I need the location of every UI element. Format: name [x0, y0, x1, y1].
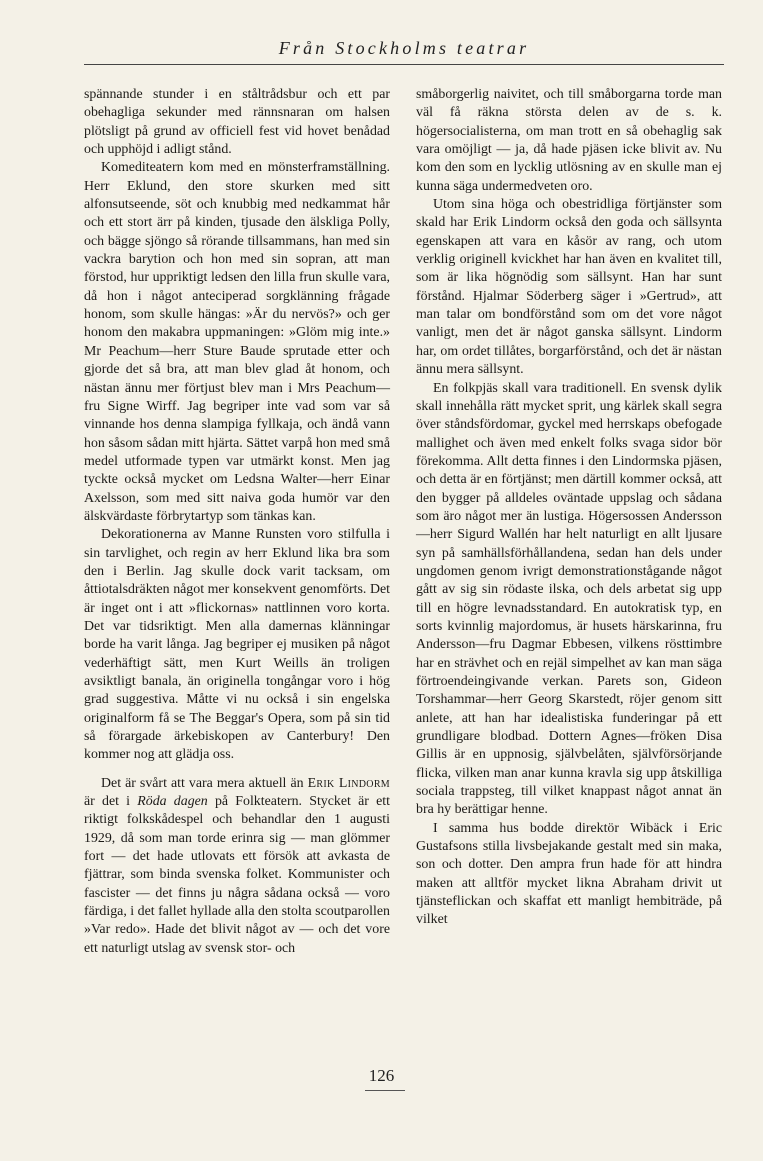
paragraph: Komediteatern kom med en mönsterframställning. Herr Eklund, den store skurken med sitt alfonsutseende, söt och knubbig med nedkammat hår och ett stort ärr på kinden, tjusade den älskliga Polly, och bägge sjöngo så rörande tillsammans, han med sin vackra barytion och hon med sin sopran, att man förstod, hur uppriktigt ledsen den lilla frun skulle vara, då hon i något anteciperad sorgklänning frågade honom, som skulle hängas: »Är du nervös?» och ger honom den makabra uppmaningen: »Glöm mig inte.» Mr Peachum—herr Sture Baude sprutade etter och gjorde det så bra, att man blev glad åt honom, och nästan ännu mer förtjust blev man i Mrs Peachum—fru Signe Wirff. Jag begriper inte vad som var så vinnande hos denna slampiga fyllkaja, och ändå vann hon såsom sådan mitt hjärta. Sättet varpå hon med små medel utformade typen var utmärkt konst. Men jag tyckte också mycket om Ledsna Walter—herr Einar Axelsson, som med sitt naiva goda humör var den älskvärdaste förbrytartyp som tänkas kan.: [84, 160, 390, 524]
text-run: på Folkteatern. Stycket är ett riktigt folkskådespel och behandlar den 1 augusti 1929, då som man torde erinra sig — man glömmer fort — det hade utlovats ett försök att avkasta de fjättrar, som binda svenska folket. Kommunister och fascister — det finns ju några sådana också — voro färdiga, i det fallet hyllade alla den stolta scoutparollen »Var redo». Hade det blivit något av — och det vore ett naturligt utslag av svensk stor- och: [84, 794, 390, 956]
left-column: [84, 86, 390, 958]
page-number-underline: [365, 1090, 405, 1091]
page-number: 126: [368, 1066, 395, 1085]
paragraph: småborgerlig naivitet, och till småborgarna torde man väl få räkna största delen av de s. k. högersocialisterna, om man trott en så obehaglig sak vara omöjligt — ja, då hade pjäsen icke blivit av. Nu kom den som en lycklig utlösning av en skulle man ej kunna säga undermedveten oro.: [416, 87, 722, 194]
paragraph: Utom sina höga och obestridliga förtjänster som skald har Erik Lindorm också den goda och sällsynta egenskapen att vara en kåsör av rang, och utom verklig originell kvickhet har han även en kvalitet till, som är lika högnödig som sällsynt. Han har sunt förstånd. Hjalmar Söderberg säger i »Gertrud», att man talar om bondförstånd som om det vore något vanligt, men det är något ganska sällsynt. Lindorm har, om ordet tillåtes, borgarförstånd, och det är nästan ännu mera sällsynt.: [416, 197, 722, 378]
author-name: Erik Lindorm: [307, 775, 390, 791]
paragraph: En folkpjäs skall vara traditionell. En svensk dylik skall innehålla rätt mycket sprit, ung kärlek skall segra över ståndsfördomar, gyckel med herrskaps obefogade mallighet och även med enkelt folks svaga sidor bör förekomma. Allt detta finnes i den Lindormska pjäsen, och detta är en förtjänst; men därtill kommer också, att den bygger på alldeles oväntade uppslag och sådana som äro något mer än lustiga. Högersossen Andersson—herr Sigurd Wallén har helt naturligt en allt ljusare syn på samhällsförhållandena, sedan han dels under ungdomen genom ivrigt demonstrationstågande något gått av sig sin rödaste ilska, och dels arbetat sig upp till en högre levnadsstandard. En autokratisk typ, en sorts kvinnlig majordomus, är husets härskarinna, fru Andersson—fru Dagmar Ebbesen, vilkens rösttimbre har en strävhet och en rejäl simpelhet av kan man säga förtroendeingivande verkan. Parets son, Gideon Torshammar—herr Georg Skarstedt, röjer genom sitt anlete, att han har idealistiska funderingar på ett grundligare blodbad. Dottern Agnes—fröken Disa Gillis är en uppnosig, självbelåten, självförsörjande flicka, vilken man anar kunna kravla sig upp åtskilliga sociala trappsteg, till vilket knappast något annat än bra hy berättigar henne.: [416, 380, 722, 818]
text-run: är det i: [84, 794, 138, 810]
right-column: [416, 86, 722, 930]
header-rule: [84, 64, 724, 65]
paragraph: I samma hus bodde direktör Wibäck i Eric Gustafsons stilla livsbejakande gestalt med sin maka, son och dotter. Den ampra frun hade för att hindra maken att alltför mycket likna Abraham drivit ut tjänsteflickan och skaffat ett manligt hembiträde, på vilket: [416, 820, 722, 928]
paragraph-review-roda-dagen: [84, 775, 390, 958]
text-run: Det är svårt att vara mera aktuell än: [101, 775, 308, 791]
running-header: Från Stockholms teatrar: [278, 38, 530, 58]
paragraph: Dekorationerna av Manne Runsten voro stilfulla i sin tarvlighet, och regin av herr Eklund lika bra som den i Berlin. Jag skulle dock varit tacksam, om åttiotalsdräkten något mer konsekvent genomförts. Det är inget ont i att »flickornas» nattlinnen voro korta. Det var tidsriktigt. Men alla damernas klänningar borde ha varit långa. Jag begriper ej musiken på något vederhäftigt sätt, men Kurt Weills än troligen avsiktligt banala, än originella tongångar voro i hög grad suggestiva. Måtte vi nu också i sin engelska originalform få se The Beggar's Opera, som på sin tid så förargade ärkebiskopen av Canterbury! Den kommer nog att glädja oss.: [84, 527, 390, 763]
play-title: Röda dagen: [137, 794, 208, 810]
paragraph: spännande stunder i en ståltrådsbur och ett par obehagliga sekunder med rännsnaran om halsen plötsligt på grund av officiell fest vid hovet benådad och upphöjd i adligt stånd.: [84, 87, 390, 158]
